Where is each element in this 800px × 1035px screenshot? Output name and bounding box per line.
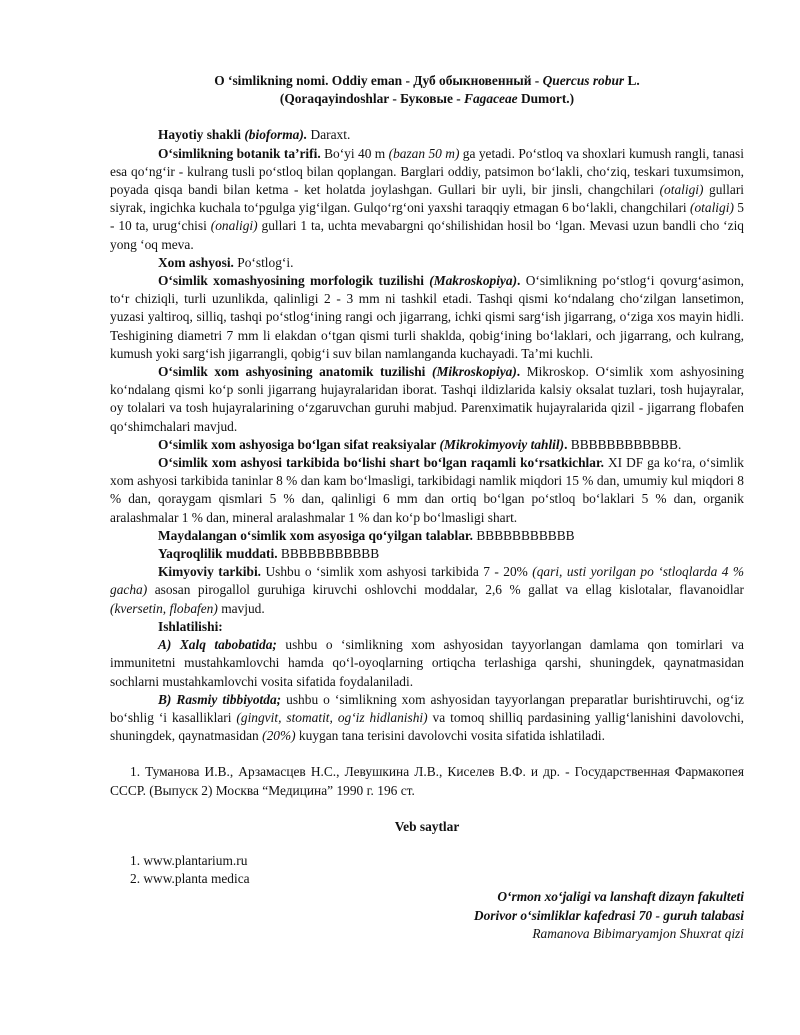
paragraph-text: va tomoq shilliq pardasining yallig‘lanishini davolovchi, shuningdek, qaynatmasidan — [110, 709, 745, 744]
paragraph-label: O‘simlik xomashyosining morfologik tuzilishi — [158, 273, 430, 289]
signature-department: Dorivor o‘simliklar kafedrasi 70 - guruh talabasi — [473, 907, 744, 923]
paragraph-label: Maydalangan o‘simlik xom asyosiga qo‘yilgan talablar. — [158, 527, 473, 543]
paragraph-text: BBBBBBBBBBBB. — [567, 436, 682, 452]
chemical-composition-paragraph — [110, 563, 744, 618]
quality-reactions-paragraph — [110, 436, 744, 454]
paragraph-label-italic: B) Rasmiy tibbiyotda; — [158, 691, 282, 707]
shelf-life-paragraph — [110, 545, 744, 563]
website-item: 2. www.planta medica — [130, 871, 250, 887]
references-list — [110, 763, 744, 799]
signature-name: Ramanova Bibimaryamjon Shuxrat qizi — [532, 925, 744, 941]
paragraph-text: Bo‘yi 40 m — [320, 145, 389, 161]
latin-name: Quercus robur — [542, 73, 625, 88]
paragraph-text: Po‘stlog‘i. — [233, 254, 294, 270]
paragraph-label-end: . — [517, 273, 521, 289]
numeric-indicators-paragraph — [110, 454, 744, 527]
paragraph-label-italic: A) Xalq tabobatida; — [158, 637, 277, 653]
folk-medicine-paragraph — [110, 636, 744, 691]
paragraph-text: 5 - 10 ta, urug‘chisi — [110, 200, 744, 234]
paragraph-label: Hayotiy shakli — [158, 127, 245, 143]
italic-note: (20%) — [262, 728, 296, 744]
microscopy-paragraph — [110, 363, 744, 436]
author-signature — [110, 888, 744, 943]
official-medicine-paragraph — [110, 691, 744, 746]
signature-faculty: O‘rmon xo‘jaligi va lanshaft dizayn fakulteti — [497, 889, 744, 905]
paragraph-text: BBBBBBBBBBB — [472, 527, 575, 543]
websites-title: Veb saytlar — [394, 818, 460, 834]
paragraph-label-end: . — [564, 436, 568, 452]
paragraph-text: BBBBBBBBBBB — [277, 546, 380, 562]
website-item: 1. www.plantarium.ru — [130, 852, 248, 868]
paragraph-text: ga yetadi. Po‘stloq va shoxlari kumush rangli, tanasi esa qo‘ng‘ir - kulrang tusli po‘stloq bilan qoplangan. Barglari oddiy, patsimon bo‘lakli, cho‘ziq, teskari tuxumsimon, poyada qisqa bandi bilan ketma - ket holatda joylashgan. Gullari bir uyli, bir jinsli, changchilari — [110, 145, 744, 198]
paragraph-text: Daraxt. — [307, 127, 351, 143]
paragraph-text: ushbu o ‘simlikning xom ashyosidan tayyorlangan preparatlar burishtiruvchi, og‘iz bo‘shlig ‘i kasalliklari — [110, 691, 744, 725]
family-heading — [110, 90, 744, 108]
paragraph-label: O‘simlik xom ashyosi tarkibida bo‘lishi shart bo‘lgan raqamli ko‘rsatkichlar. — [158, 455, 605, 471]
italic-note: (otaligi) — [659, 182, 704, 198]
paragraph-text: gullari siyrak, ingichka kuchala to‘pgulga yig‘ilgan. Gulqo‘rg‘oni yaxshi taraqqiy etmagan 6 bo‘lakli, changchilari — [110, 182, 744, 216]
paragraph-text: Ushbu o ‘simlik xom ashyosi tarkibida 7 - 20% — [261, 564, 533, 580]
family-text: (Qoraqayindoshlar - Буковые - — [279, 91, 465, 107]
paragraph-label: Kimyoviy tarkibi. — [158, 564, 262, 580]
paragraph-text: kuygan tana terisini davolovchi vosita sifatida ishlatiladi. — [295, 728, 605, 744]
reference-item: 1. Туманова И.В., Арзамасцев Н.С., Левушкина Л.В., Киселев В.Ф. и др. - Государственная Фармакопея СССР. (Выпуск 2) Москва “Медицина” 1990 г. 196 ст. — [110, 764, 744, 798]
plant-name-heading — [110, 72, 744, 90]
botanical-description-paragraph — [110, 145, 744, 254]
paragraph-label: O‘simlikning botanik ta’rifi. — [158, 145, 321, 161]
paragraph-label-italic: (Makroskopiya) — [429, 273, 518, 289]
life-form-paragraph — [110, 126, 744, 144]
italic-note: (qari, usti yorilgan po ‘stloqlarda 4 % gacha) — [110, 564, 745, 598]
paragraph-label: Yaqroqlilik muddati. — [158, 546, 278, 562]
paragraph-text: XI DF ga ko‘ra, o‘simlik xom ashyosi tarkibida taninlar 8 % dan kam bo‘lmasligi, tarkibidagi namlik miqdori 15 % dan, umumiy kul miqdori 8 % dan, qoraygam qismlari 5 % dan, qalinligi 6 mm dan ortiq bo‘lgan po‘stloq bo‘laklari 5 % dan, organik aralashmalar 1 % dan, mineral aralashmalar 1 % dan ko‘p bo‘lmasligi shart. — [110, 455, 744, 525]
paragraph-text: O‘simlikning po‘stlog‘i qovurg‘asimon, to‘r chiziqli, turli uzunlikda, qalinligi 2 - 3 mm ni tashkil etadi. Tashqi qismi ko‘ndalang cho‘zilgan lansetimon, yuzasi yaltiroq, silliq, tashqi po‘stlog‘ining rangi och jigarrang, ichki qismi sarg‘ish jigarrang, o‘ziga xos mayin hidli. Teshigining diametri 7 mm li elakdan o‘tgan qismi turli shaklda, qobig‘ining bo‘laklari, och jigarrang, och kulrang, kumush yoki sarg‘ish jigarrangli, qobig‘i suv bilan namlanganda kuchayadi. Ta’mi kuchli. — [110, 273, 744, 361]
raw-material-paragraph — [110, 254, 744, 272]
italic-note: (gingvit, stomatit, og‘iz hidlanishi) — [236, 709, 428, 725]
paragraph-label: O‘simlik xom ashyosining anatomik tuzilishi — [158, 364, 432, 380]
paragraph-label: O‘simlik xom ashyosiga bo‘lgan sifat reaksiyalar — [158, 436, 440, 452]
paragraph-text: gullari 1 ta, uchta mevabargni qo‘shilishidan hosil bo ‘lgan. Mevasi uzun bandli cho ‘ziq yong ‘oq meva. — [110, 218, 744, 252]
websites-list — [110, 852, 744, 888]
heading-text: O ‘simlikning nomi. Oddiy eman - Дуб обыкновенный - — [214, 73, 543, 88]
paragraph-text: ushbu o ‘simlikning xom ashyosidan tayyorlangan damlama qon tomirlari va immunitetni mustahkamlovchi hamda qo‘l-oyoqlarning ortiqcha terlashiga qarshi, shuningdek, qaynatmasidan sochlarni mustahkamlovchi vosita sifatida foydalaniladi. — [110, 637, 744, 689]
italic-note: (otaligi) — [690, 200, 734, 216]
paragraph-label-italic: (Mikroskopiya) — [431, 364, 517, 380]
paragraph-label-italic: (Mikrokimyoviy tahlil) — [439, 436, 565, 452]
italic-note: (bazan 50 m) — [388, 145, 460, 161]
paragraph-label: Xom ashyosi. — [158, 254, 234, 270]
macroscopy-paragraph — [110, 272, 744, 363]
family-suffix: Dumort.) — [517, 91, 575, 107]
ground-material-paragraph — [110, 527, 744, 545]
paragraph-text: Mikroskop. O‘simlik xom ashyosining ko‘ndalang qismi ko‘p sonli jigarrang hujayralaridan iborat. Tashqi ildizlarida kalsiy oksalat tuzlari, tosh hujayralar, oy tolalari va tosh hujayralarining o‘zgaruvchan guruhi mabjud. Parenximatik hujayralarida qizil - jigarrang flobafen qo‘shimchalari mavjud. — [110, 364, 744, 434]
italic-note: (onaligi) — [210, 218, 258, 234]
usage-heading — [110, 618, 744, 636]
paragraph-text: asosan pirogallol guruhiga kiruvchi oshlovchi moddalar, 2,6 % gallat va ellag kislotalar, flavanoidlar — [147, 582, 744, 598]
paragraph-label-end: . — [516, 364, 521, 380]
heading-suffix: L. — [624, 73, 640, 88]
family-latin: Fagaceae — [464, 91, 518, 107]
paragraph-text: mavjud. — [217, 600, 265, 616]
paragraph-label: Ishlatilishi: — [158, 618, 223, 634]
paragraph-label-italic: (bioforma). — [244, 127, 308, 143]
italic-note: (kversetin, flobafen) — [110, 600, 218, 616]
